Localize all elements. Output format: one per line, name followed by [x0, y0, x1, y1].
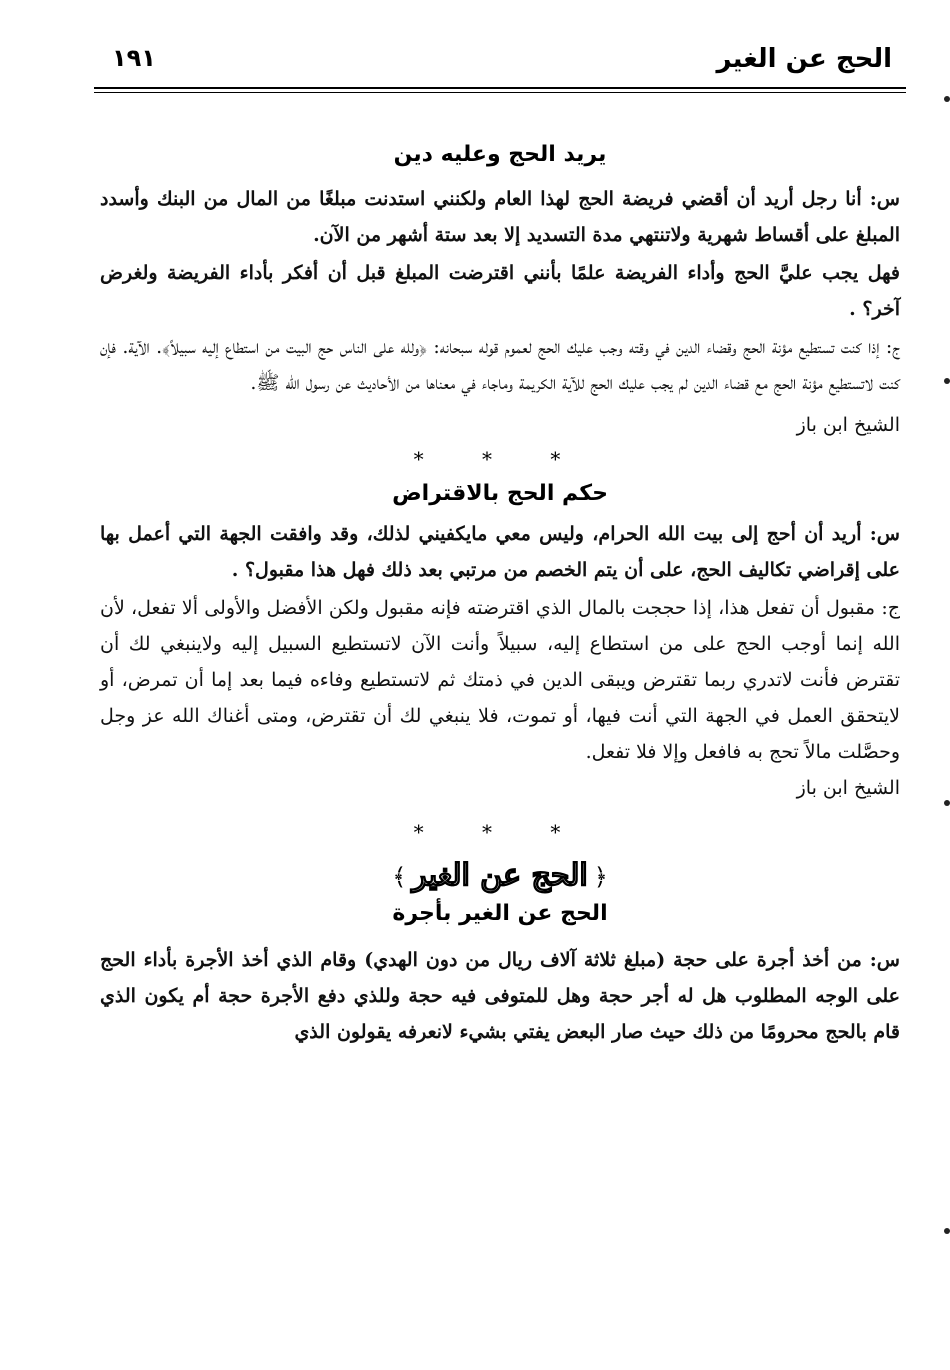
- ornament-bracket: ﴿: [593, 863, 608, 891]
- signature: الشيخ ابن باز: [796, 414, 900, 436]
- answer-paragraph: ج: إذا كنت تستطيع مؤنة الحج وقضاء الدين في وقته وجب عليك الحج لعموم قوله سبحانه: ﴿ولله على الناس حج البيت من استطاع إليه سبيلاً﴾. الآية. فإن كنت لاتستطيع مؤنة الحج مع قضاء الدين لم يجب عليك الحج للآية الكريمة وماجاء في معناها من الأحاديث عن رسول الله ﷺ.: [100, 336, 900, 394]
- section-separator: * * *: [413, 447, 587, 471]
- section-title-paid-hajj: الحج عن الغير بأجرة: [392, 901, 608, 926]
- question-paragraph: س: أنا رجل أريد أن أقضي فريضة الحج لهذا العام ولكنني استدنت مبلغًا من المال من البنك وأسدد المبلغ على أقساط شهرية ولاتنتهي مدة التسديد إلا بعد ستة أشهر من الآن.: [100, 188, 900, 246]
- page-number: ١٩١: [112, 44, 156, 72]
- signature: الشيخ ابن باز: [796, 777, 900, 799]
- section-title-debt: يريد الحج وعليه دين: [393, 142, 607, 167]
- scan-mark: [944, 378, 950, 384]
- chapter-title: الحج عن الغير: [412, 858, 588, 893]
- question-paragraph: س: من أخذ أجرة على حجة (مبلغ ثلاثة آلاف ريال من دون الهدي) وقام الذي أخذ الأجرة بأداء الحج على الوجه المطلوب هل له أجر حجة وهل للمتوفى فيه حجة وللذي دفع الأجرة حجة أم يكون الذي قام بالحج محرومًا من ذلك حيث صار البعض يفتي بشيء لانعرفه يقولون الذي: [100, 949, 900, 1043]
- chapter-heading: [100, 858, 900, 893]
- running-header: [100, 40, 900, 86]
- answer-paragraph: ج: مقبول أن تفعل هذا، إذا حججت بالمال الذي اقترضته فإنه مقبول ولكن الأفضل والأولى ألا تفعل، لأن الله إنما أوجب الحج على من استطاع إليه، سبيلاً وأنت الآن لاتستطيع السبيل إليه ولاينبغي لك أن تقترض فأنت لاتدري ربما تقترض ويبقى الدين في ذمتك ثم لاتستطيع وفاءه فيما بعد إما أن تمرض، أو لايتحقق العمل في الجهة التي أنت فيها، أو تموت، فلا ينبغي لك أن تقترض، ومتى أغناك الله عز وجل وحصَّلت مالاً تحج به فافعل وإلا فلا تفعل.: [100, 597, 900, 763]
- section-separator: * * *: [413, 820, 587, 844]
- question-paragraph: س: أريد أن أحج إلى بيت الله الحرام، وليس معي مايكفيني لذلك، وقد وافقت الجهة التي أعمل بها على إقراضي تكاليف الحج، على أن يتم الخصم من مرتبي بعد ذلك فهل هذا مقبول؟ .: [100, 523, 900, 581]
- scan-mark: [944, 96, 950, 102]
- header-rule: [94, 87, 906, 89]
- header-rule-thin: [94, 92, 906, 93]
- scan-mark: [944, 800, 950, 806]
- ornament-bracket: ﴾: [392, 863, 407, 891]
- section-title-loan: حكم الحج بالاقتراض: [392, 481, 608, 506]
- book-page: [100, 40, 900, 1350]
- running-title: الحج عن الغير: [716, 44, 892, 74]
- scan-mark: [944, 1228, 950, 1234]
- question-paragraph-continued: فهل يجب عليَّ الحج وأداء الفريضة علمًا بأنني اقترضت المبلغ قبل أن أفكر بأداء الفريضة ولغرض آخر؟ .: [100, 262, 900, 320]
